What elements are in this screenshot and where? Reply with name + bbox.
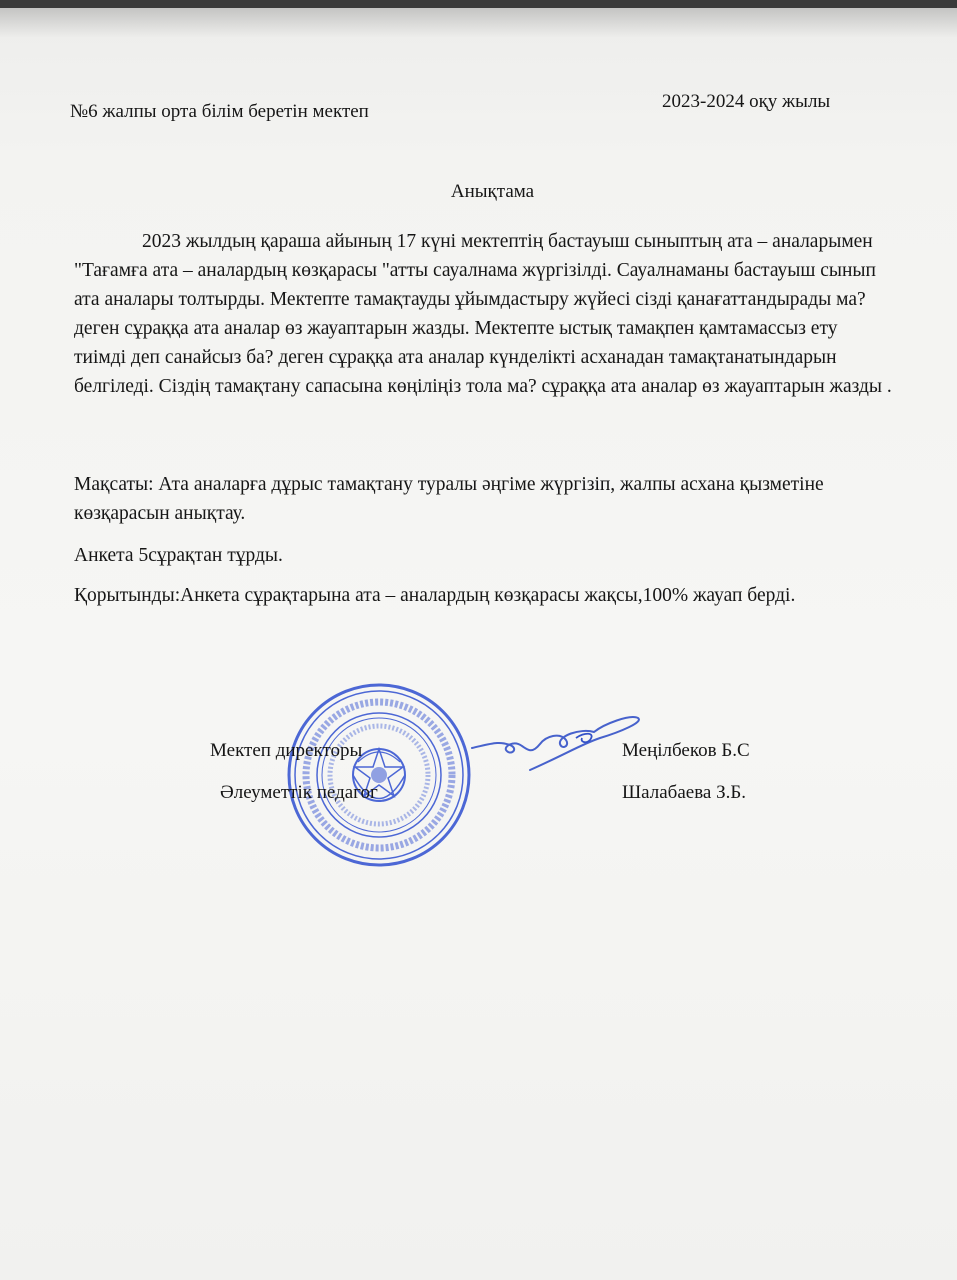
questionnaire-paragraph: Анкета 5сұрақтан тұрды. — [74, 545, 283, 566]
survey-description-paragraph: 2023 жылдың қараша айының 17 күні мектептің бастауыш сыныптың ата – аналарымен "Тағамға ата – аналардың көзқарасы "атты сауалнама жүргізілді. Сауалнаманы бастауыш сынып ата аналары толтырды. Мектепте тамақтауды ұйымдастыру жүйесі сізді қанағаттандырады ма? деген сұраққа ата аналар өз жауаптарын жазды. Мектепте ыстық тамақпен қамтамассыз ету тиімді деп санайсыз ба? деген сұраққа ата аналар күнделікті асханадан тамақтанатындарын белгіледі. Сіздің тамақтану сапасына көңіліңіз тола ма? сұраққа ата аналар өз жауаптарын жазды . — [74, 231, 892, 397]
goal-paragraph: Мақсаты: Ата аналарға дұрыс тамақтану туралы әңгіме жүргізіп, жалпы асхана қызметіне көзқарасын анықтау. — [74, 474, 824, 524]
photo-shadow — [0, 8, 957, 38]
academic-year: 2023-2024 оқу жылы — [662, 91, 831, 112]
director-name: Меңілбеков Б.С — [622, 740, 750, 761]
director-label: Мектеп директоры — [210, 740, 363, 761]
official-stamp-icon — [286, 682, 472, 868]
school-name: №6 жалпы орта білім беретін мектеп — [70, 101, 369, 122]
social-pedagogue-label: Әлеуметтік педагог — [220, 782, 378, 803]
photo-top-edge — [0, 0, 957, 8]
social-pedagogue-name: Шалабаева З.Б. — [622, 782, 747, 803]
conclusion-paragraph: Қорытынды:Анкета сұрақтарына ата – аналардың көзқарасы жақсы,100% жауап берді. — [74, 585, 796, 606]
document-title: Анықтама — [450, 181, 535, 202]
